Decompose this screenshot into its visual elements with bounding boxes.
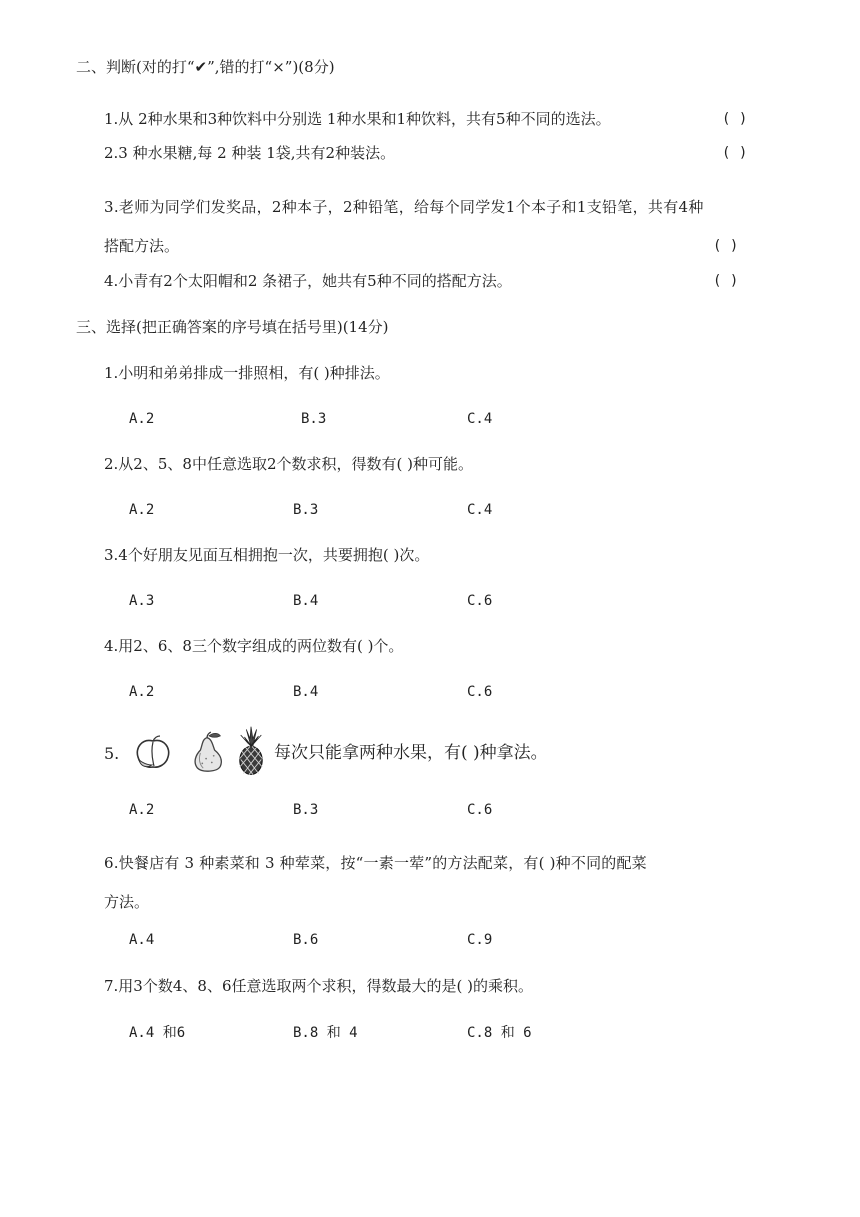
option-b[interactable]: B.3 xyxy=(301,411,327,427)
choice-question-6-cont: 方法。 xyxy=(104,893,150,911)
option-a[interactable]: A.3 xyxy=(129,593,155,609)
choice-question-1: 1.小明和弟弟排成一排照相，有( )种排法。 xyxy=(104,364,390,382)
option-a[interactable]: A.4 xyxy=(129,932,155,948)
pineapple-icon xyxy=(236,725,266,777)
choice-question-6: 6.快餐店有 3 种素菜和 3 种荤菜，按“一素一荤”的方法配菜，有( )种不同的配菜 xyxy=(104,854,647,872)
answer-paren-2[interactable]: ( ) xyxy=(722,145,748,161)
peach-icon xyxy=(133,732,173,772)
choice-question-7: 7.用3个数4、8、6任意选取两个求积，得数最大的是( )的乘积。 xyxy=(104,977,533,995)
option-b[interactable]: B.8 和 4 xyxy=(293,1025,358,1041)
judge-item-3-cont: 搭配方法。 xyxy=(104,237,180,255)
judge-item-4: 4.小青有2个太阳帽和2 条裙子，她共有5种不同的搭配方法。 xyxy=(104,272,512,290)
answer-paren-3[interactable]: ( ) xyxy=(713,238,739,254)
pear-icon xyxy=(189,729,227,775)
option-c[interactable]: C.6 xyxy=(467,593,493,609)
section3-heading: 三、选择(把正确答案的序号填在括号里)(14分) xyxy=(76,318,389,336)
option-c[interactable]: C.4 xyxy=(467,411,493,427)
option-c[interactable]: C.6 xyxy=(467,684,493,700)
answer-paren-1[interactable]: ( ) xyxy=(722,111,748,127)
option-a[interactable]: A.2 xyxy=(129,502,155,518)
judge-item-2: 2.3 种水果糖,每 2 种装 1袋,共有2种装法。 xyxy=(104,144,396,162)
option-b[interactable]: B.4 xyxy=(293,593,319,609)
answer-paren-4[interactable]: ( ) xyxy=(713,273,739,289)
option-b[interactable]: B.3 xyxy=(293,502,319,518)
option-b[interactable]: B.3 xyxy=(293,802,319,818)
option-b[interactable]: B.4 xyxy=(293,684,319,700)
section2-heading xyxy=(76,60,335,75)
heading-suffix: ”,错的打“×”)(8分) xyxy=(207,58,335,76)
option-c[interactable]: C.4 xyxy=(467,502,493,518)
option-a[interactable]: A.4 和6 xyxy=(129,1025,186,1041)
option-c[interactable]: C.9 xyxy=(467,932,493,948)
choice-question-5: 每次只能拿两种水果，有( )种拿法。 xyxy=(274,743,548,763)
option-a[interactable]: A.2 xyxy=(129,411,155,427)
judge-item-3: 3.老师为同学们发奖品，2种本子，2种铅笔，给每个同学发1个本子和1支铅笔，共有4种 xyxy=(104,198,704,216)
heading-prefix: 二、判断(对的打“ xyxy=(76,58,195,76)
choice-question-2: 2.从2、5、8中任意选取2个数求积，得数有( )种可能。 xyxy=(104,455,473,473)
judge-item-1: 1.从 2种水果和3种饮料中分别选 1种水果和1种饮料，共有5种不同的选法。 xyxy=(104,110,611,128)
option-a[interactable]: A.2 xyxy=(129,684,155,700)
choice-question-3: 3.4个好朋友见面互相拥抱一次，共要拥抱( )次。 xyxy=(104,546,430,564)
option-c[interactable]: C.8 和 6 xyxy=(467,1025,532,1041)
choice-question-4: 4.用2、6、8三个数字组成的两位数有( )个。 xyxy=(104,637,404,655)
option-a[interactable]: A.2 xyxy=(129,802,155,818)
check-mark-icon: ✔ xyxy=(194,58,208,76)
option-c[interactable]: C.6 xyxy=(467,802,493,818)
option-b[interactable]: B.6 xyxy=(293,932,319,948)
choice-question-5-number: 5. xyxy=(104,744,120,763)
